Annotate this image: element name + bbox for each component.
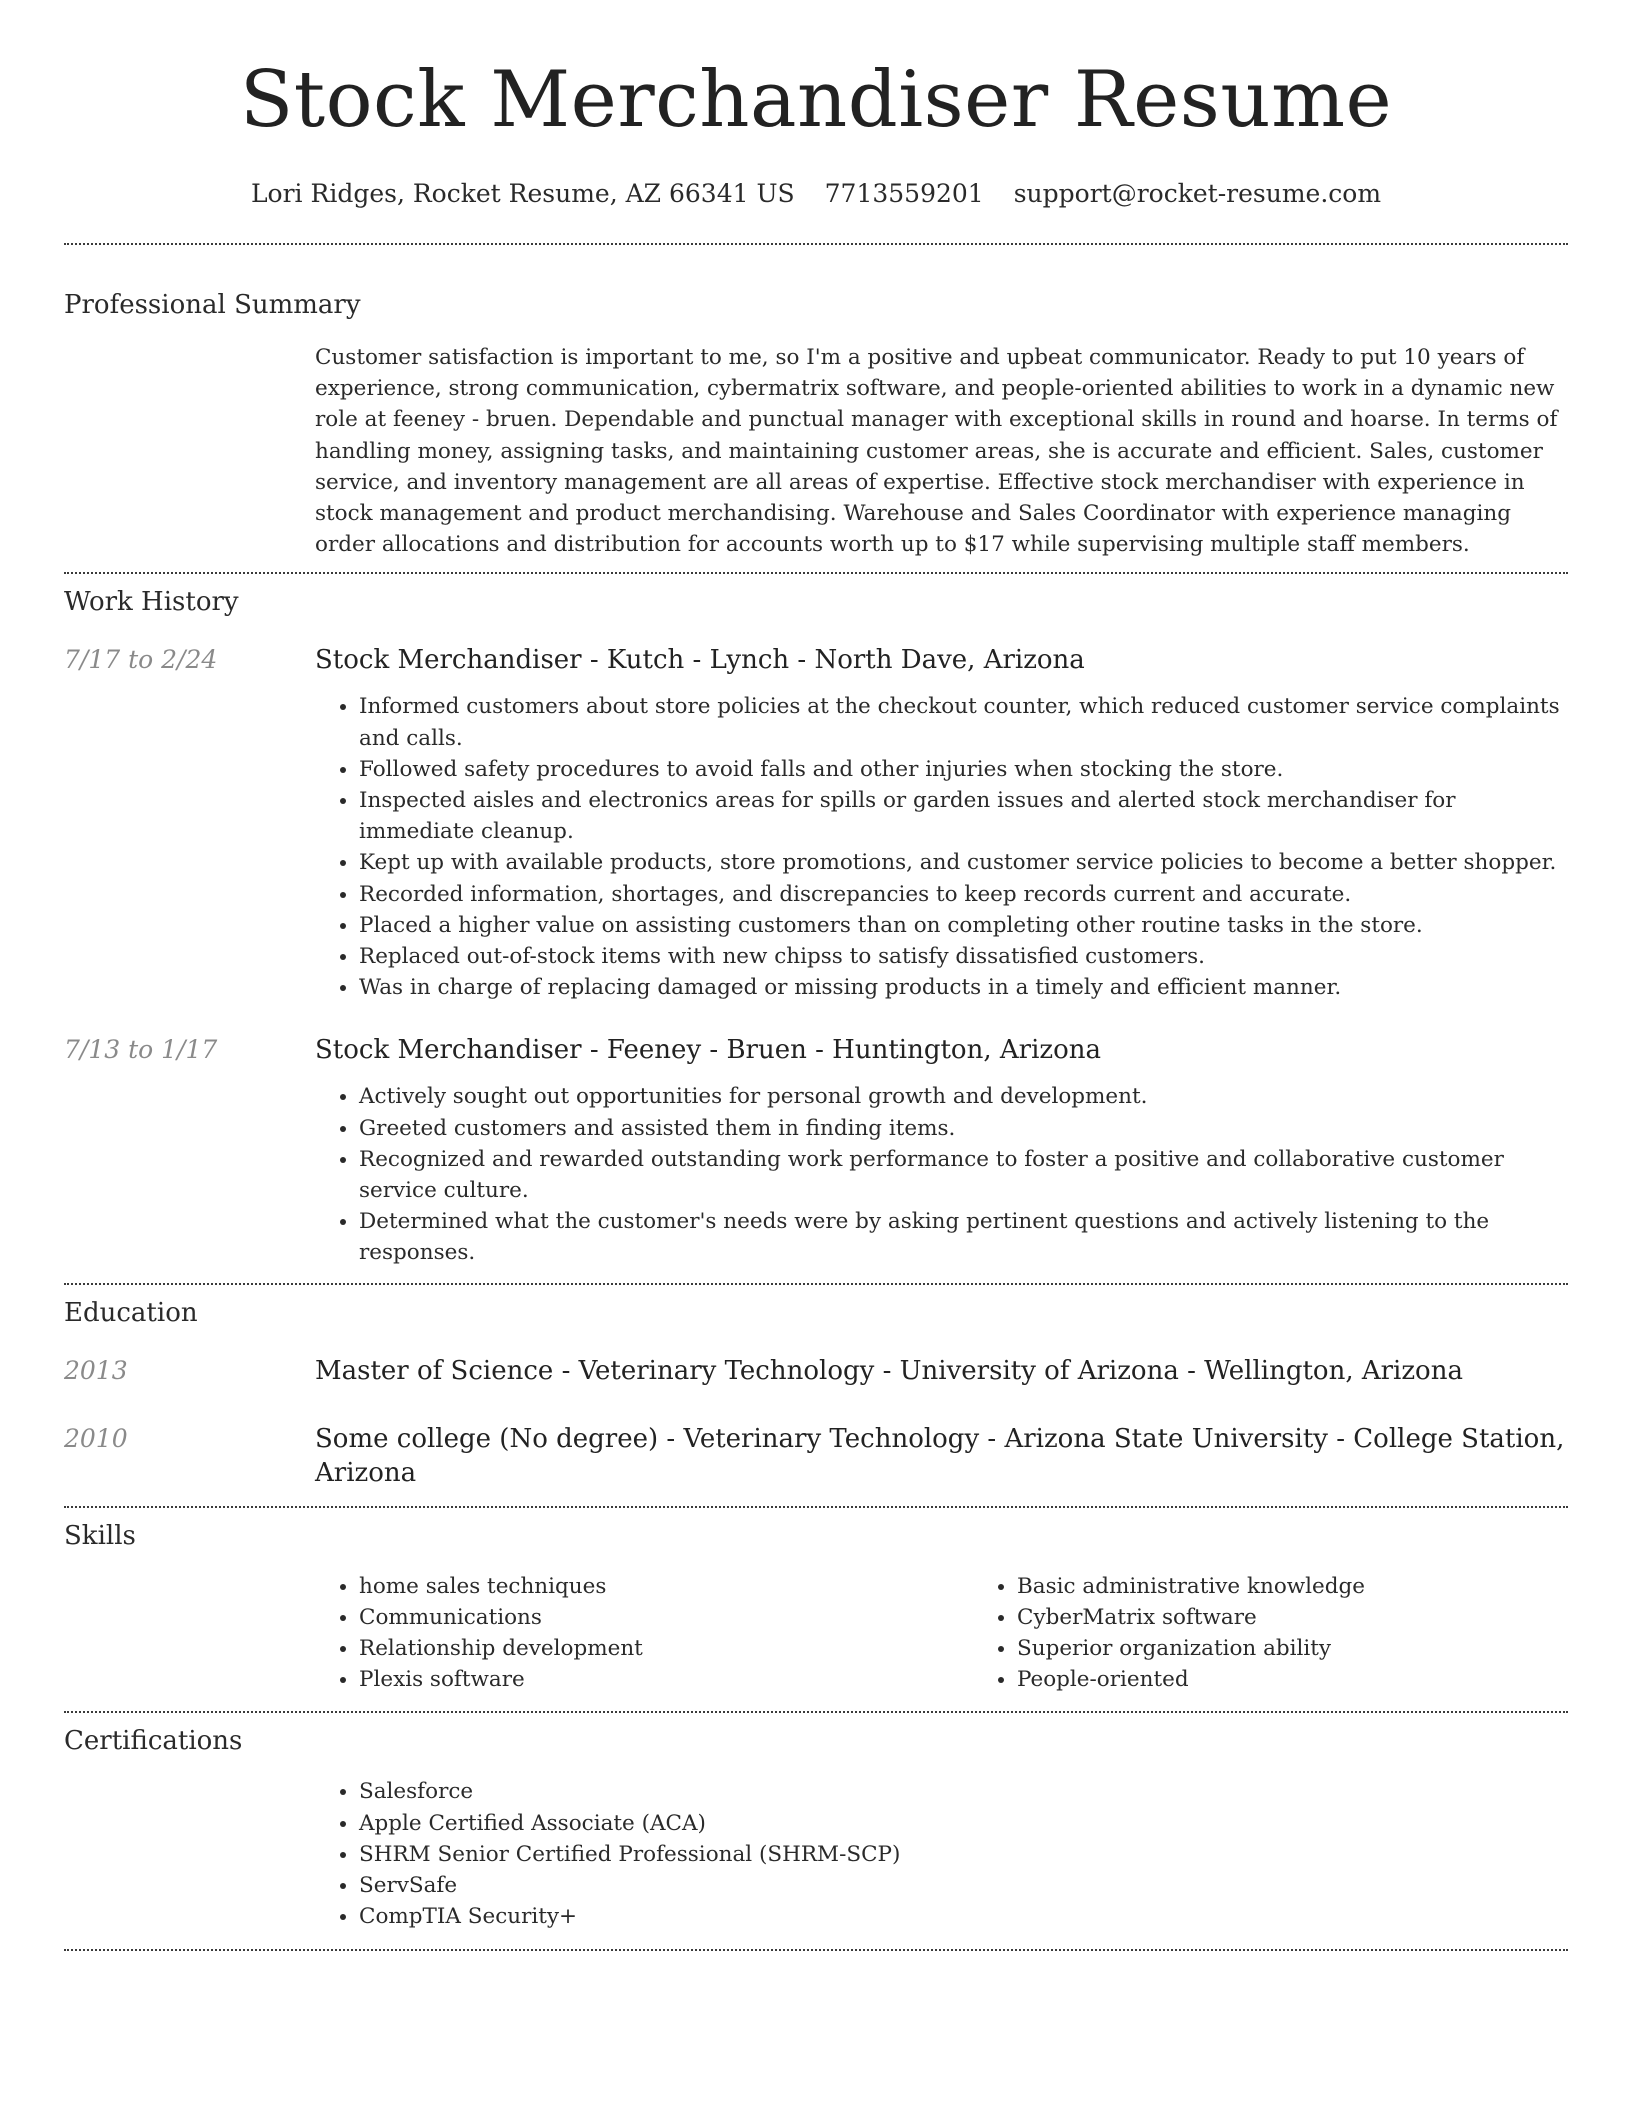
list-item: • Actively sought out opportunities for personal growth and development. xyxy=(359,1081,1568,1112)
job-title: Stock Merchandiser - Feeney - Bruen - Huntington, Arizona xyxy=(315,1035,1101,1066)
summary-heading: Professional Summary xyxy=(64,290,361,320)
education-section xyxy=(64,1285,1568,1490)
list-item: • Was in charge of replacing damaged or missing products in a timely and efficient manner. xyxy=(359,972,1568,1003)
list-item: • CompTIA Security+ xyxy=(359,1901,1568,1932)
list-item: • Salesforce xyxy=(359,1776,1568,1807)
education-entry xyxy=(64,1422,1568,1490)
job-duties xyxy=(315,1081,1568,1268)
list-item: • Communications xyxy=(359,1602,973,1633)
certifications-heading: Certifications xyxy=(64,1726,243,1757)
list-item: • Kept up with available products, store promotions, and customer service policies to become a better shopper. xyxy=(359,847,1568,878)
resume-title: Stock Merchandiser Resume xyxy=(239,55,1393,145)
skills-list-left xyxy=(315,1571,973,1696)
summary-section xyxy=(64,245,1568,560)
list-item: • home sales techniques xyxy=(359,1571,973,1602)
list-item: • Followed safety procedures to avoid falls and other injuries when stocking the store. xyxy=(359,754,1568,785)
education-entry xyxy=(64,1354,1568,1388)
contact-phone: 7713559201 xyxy=(824,179,984,208)
skills-heading: Skills xyxy=(64,1520,136,1551)
list-item: • Placed a higher value on assisting customers than on completing other routine tasks in the store. xyxy=(359,910,1568,941)
list-item: • Superior organization ability xyxy=(1017,1633,1631,1664)
job-dates: 7/17 to 2/24 xyxy=(64,645,218,675)
list-item: • Recorded information, shortages, and discrepancies to keep records current and accurate. xyxy=(359,879,1568,910)
education-detail: Some college (No degree) - Veterinary Technology - Arizona State University - College Station, Arizona xyxy=(315,1423,1565,1488)
education-year: 2010 xyxy=(64,1423,128,1453)
list-item: • Greeted customers and assisted them in finding items. xyxy=(359,1113,1568,1144)
job-title: Stock Merchandiser - Kutch - Lynch - North Dave, Arizona xyxy=(315,645,1085,676)
skills-section xyxy=(64,1508,1568,1696)
list-item: • Inspected aisles and electronics areas for spills or garden issues and alerted stock merchandiser for immediate cleanup. xyxy=(359,785,1568,847)
certifications-list xyxy=(315,1776,1568,1932)
list-item: • Recognized and rewarded outstanding work performance to foster a positive and collaborative customer service culture. xyxy=(359,1144,1568,1206)
education-detail: Master of Science - Veterinary Technology - University of Arizona - Wellington, Arizona xyxy=(315,1355,1463,1386)
list-item: • Relationship development xyxy=(359,1633,973,1664)
skills-list-right xyxy=(973,1571,1631,1696)
list-item: • CyberMatrix software xyxy=(1017,1602,1631,1633)
contact-address: Lori Ridges, Rocket Resume, AZ 66341 US xyxy=(250,179,795,208)
job-entry xyxy=(64,1033,1568,1268)
list-item: • Basic administrative knowledge xyxy=(1017,1571,1631,1602)
job-dates: 7/13 to 1/17 xyxy=(64,1035,218,1065)
list-item: • ServSafe xyxy=(359,1870,1568,1901)
list-item: • Replaced out-of-stock items with new chipss to satisfy dissatisfied customers. xyxy=(359,941,1568,972)
certifications-section xyxy=(64,1713,1568,1932)
list-item: • SHRM Senior Certified Professional (SHRM-SCP) xyxy=(359,1839,1568,1870)
job-duties xyxy=(315,691,1568,1003)
divider xyxy=(64,1949,1568,1951)
list-item: • Informed customers about store policies at the checkout counter, which reduced customer service complaints and calls. xyxy=(359,691,1568,753)
list-item: • Determined what the customer's needs were by asking pertinent questions and actively listening to the responses. xyxy=(359,1206,1568,1268)
contact-line xyxy=(64,178,1568,210)
summary-text: Customer satisfaction is important to me, so I'm a positive and upbeat communicator. Ready to put 10 years of experience, strong communication, cybermatrix software, and people-oriented abilities to work in a dynamic new role at feeney - bruen. Dependable and punctual manager with exceptional skills in round and hoarse. In terms of handling money, assigning tasks, and maintaining customer areas, she is accurate and efficient. Sales, customer service, and inventory management are all areas of expertise. Effective stock merchandiser with experience in stock management and product merchandising. Warehouse and Sales Coordinator with experience managing order allocations and distribution for accounts worth up to $17 while supervising multiple staff members. xyxy=(315,345,1558,558)
list-item: • People-oriented xyxy=(1017,1664,1631,1695)
contact-email: support@rocket-resume.com xyxy=(1013,179,1382,208)
education-year: 2013 xyxy=(64,1355,128,1385)
education-heading: Education xyxy=(64,1297,198,1328)
job-entry xyxy=(64,643,1568,1003)
work-history-heading: Work History xyxy=(64,587,239,618)
work-history-section xyxy=(64,574,1568,1268)
list-item: • Plexis software xyxy=(359,1664,973,1695)
list-item: • Apple Certified Associate (ACA) xyxy=(359,1808,1568,1839)
